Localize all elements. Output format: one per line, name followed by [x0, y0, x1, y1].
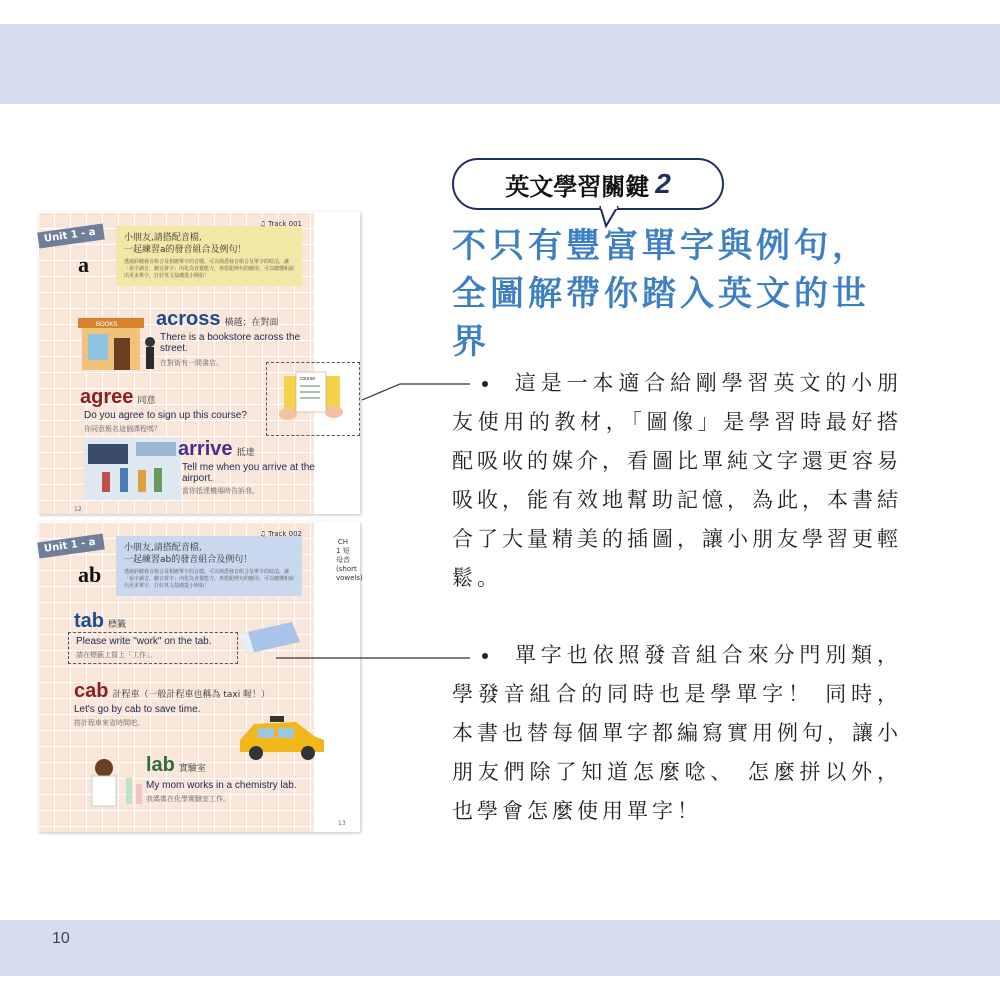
banner-line-1: 小朋友,請搭配音檔, — [124, 233, 202, 243]
bullet-dot — [482, 381, 488, 387]
taxi-illustration — [234, 706, 330, 762]
sentence-translation: 我媽媽在化學實驗室工作。 — [146, 795, 230, 803]
sentence-translation: 你同意報名這個課程嗎？ — [84, 425, 161, 433]
paragraph-1-text: 這是一本適合給剛學習英文的小朋友使用的教材，「圖像」是學習時最好搭配吸收的媒介，看圖比單純文字還更容易吸收，能有效地幫助記憶，為此，本書結合了大量精美的插圖，讓小朋友學習更輕鬆。 — [452, 371, 902, 590]
example-sentence: Let's go by cab to save time. — [74, 704, 201, 715]
instruction-banner — [116, 536, 302, 596]
sentence-translation: 當你抵達機場時告訴我。 — [182, 487, 259, 495]
word-meaning: 計程車（一般計程車也稱為 taxi 喔！） — [112, 690, 271, 700]
mini-page-number: 13 — [338, 820, 346, 827]
banner-line-2: 一起練習ab的發音組合及例句！ — [124, 555, 253, 565]
course-sign: course — [300, 376, 316, 382]
key-label-number: 2 — [655, 168, 671, 199]
unit-letter: ab — [78, 562, 102, 587]
chapter-label: CH 1 短母音 (short vowels) — [336, 538, 363, 582]
unit-letter: a — [78, 252, 89, 277]
unit-tag: Unit 1 - a — [37, 533, 105, 558]
page-number: 10 — [52, 930, 70, 947]
mini-page-1 — [38, 212, 360, 514]
banner-small-text: 透過聆聽發音組合及相應單字的音檔，可以熟悉發音組合及單字的唸法，讓「看字讀音，聽音拼字」內化為直覺能力，再搭配例句的應用，可以聽懂和說出更多單字，打好英文基礎從小開始！ — [124, 569, 295, 589]
banner-line-2: 一起練習a的發音組合及例句！ — [124, 245, 247, 255]
lab-illustration — [78, 754, 150, 810]
top-band — [0, 24, 1000, 104]
example-sentence: Please write "work" on the tab. — [76, 636, 212, 647]
example-sentence: Tell me when you arrive at the airport. — [182, 462, 315, 484]
banner-small-text: 透過聆聽發音組合及相應單字的音檔，可以熟悉發音組合及單字的唸法，讓「看字讀音，聽音拼字」內化為直覺能力，再搭配例句的應用，可以聽懂和說出更多單字，打好英文基礎從小開始！ — [124, 259, 295, 279]
word-text: cab — [74, 680, 109, 702]
example-sentence: There is a bookstore across the street. — [160, 332, 301, 354]
airport-illustration — [84, 438, 180, 500]
bottom-band — [0, 920, 1000, 976]
word-lab — [146, 754, 206, 777]
word-cab — [74, 680, 270, 703]
word-text: arrive — [178, 438, 233, 460]
word-text: agree — [80, 386, 134, 408]
word-meaning: 橫越；在對面 — [224, 318, 279, 328]
word-text: across — [156, 308, 221, 330]
bullet-dot — [482, 653, 488, 659]
word-meaning: 標籤 — [108, 620, 127, 630]
mini-page-2 — [38, 522, 363, 832]
word-text: tab — [74, 610, 104, 632]
example-sentence: My mom works in a chemistry lab. — [146, 780, 297, 791]
word-meaning: 抵達 — [236, 448, 255, 458]
bookstore-illustration — [78, 310, 158, 376]
mini-page-number: 12 — [74, 506, 82, 513]
sentence-translation: 搭計程車來省時間吧。 — [74, 719, 144, 727]
word-arrive — [178, 438, 255, 461]
key-label-bubble — [452, 158, 724, 210]
paragraph-1 — [452, 364, 902, 598]
track-label: ♫ Track 001 — [259, 220, 302, 228]
unit-tag: Unit 1 - a — [37, 223, 105, 248]
paragraph-2-text: 單字也依照發音組合來分門別類，學發音組合的同時也是學單字！ 同時，本書也替每個單字都編寫實用例句，讓小朋友們除了知道怎麼唸、 怎麼拼以外，也學會怎麼使用單字！ — [452, 643, 902, 823]
books-sign: BOOKS — [96, 322, 118, 328]
paragraph-2 — [452, 636, 902, 831]
instruction-banner — [116, 226, 302, 286]
word-tab — [74, 610, 126, 633]
example-sentence: Do you agree to sign up this course? — [84, 410, 247, 421]
word-text: lab — [146, 754, 175, 776]
word-meaning: 實驗室 — [178, 764, 206, 774]
signing-illustration — [274, 368, 352, 428]
word-across — [156, 308, 279, 331]
tab-illustration — [234, 618, 304, 658]
track-text: Track 002 — [268, 530, 302, 538]
word-meaning: 同意 — [137, 396, 156, 406]
track-text: Track 001 — [268, 220, 302, 228]
banner-line-1: 小朋友,請搭配音檔, — [124, 543, 202, 553]
track-label: ♫ Track 002 — [259, 530, 302, 538]
sentence-translation: 在對街有一間書店。 — [160, 359, 223, 367]
sentence-translation: 請在標籤上寫上「工作」。 — [76, 651, 157, 659]
word-agree — [80, 386, 155, 409]
key-label-text: 英文學習關鍵 — [505, 172, 650, 201]
section-heading: 不只有豐富單字與例句，全圖解帶你踏入英文的世界 — [452, 226, 870, 362]
